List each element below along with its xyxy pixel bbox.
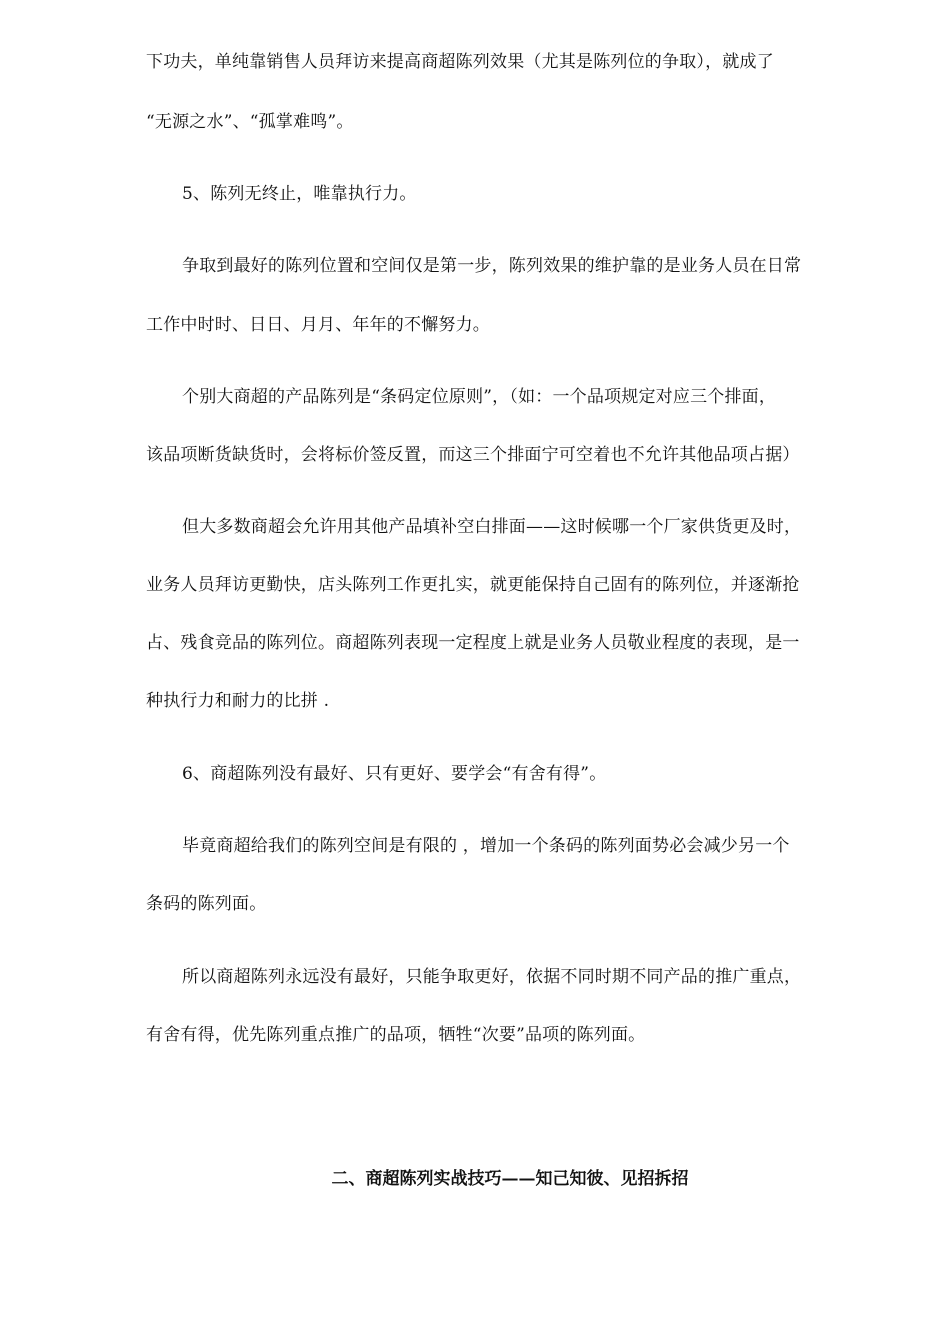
paragraph-line: 种执行力和耐力的比拼 . (146, 691, 330, 711)
paragraph-line: 业务人员拜访更勤快，店头陈列工作更扎实，就更能保持自己固有的陈列位，并逐渐抢 (146, 575, 800, 595)
paragraph-line: 所以商超陈列永远没有最好，只能争取更好，依据不同时期不同产品的推广重点， (182, 967, 802, 987)
paragraph-line: 条码的陈列面。 (146, 894, 267, 914)
paragraph-line: 毕竟商超给我们的陈列空间是有限的 ，增加一个条码的陈列面势必会减少另一个 (182, 836, 790, 856)
paragraph-line: “无源之水”、“孤掌难鸣”。 (146, 112, 354, 132)
paragraph-line: 有舍有得，优先陈列重点推广的品项，牺牲“次要”品项的陈列面。 (146, 1025, 646, 1045)
paragraph-line: 下功夫，单纯靠销售人员拜访来提高商超陈列效果（尤其是陈列位的争取），就成了 (146, 52, 774, 72)
paragraph-line: 该品项断货缺货时，会将标价签反置，而这三个排面宁可空着也不允许其他品项占据） (146, 445, 800, 465)
paragraph-line: 但大多数商超会允许用其他产品填补空白排面——这时候哪一个厂家供货更及时， (182, 517, 802, 537)
paragraph-line: 争取到最好的陈列位置和空间仅是第一步，陈列效果的维护靠的是业务人员在日常 (182, 256, 802, 276)
paragraph-line: 工作中时时、日日、月月、年年的不懈努力。 (146, 315, 490, 335)
subheading-6: 6、商超陈列没有最好、只有更好、要学会“有舍有得”。 (182, 764, 607, 784)
section-heading: 二、商超陈列实战技巧——知己知彼、见招拆招 (331, 1169, 689, 1189)
subheading-5: 5、陈列无终止，唯靠执行力。 (182, 184, 417, 204)
paragraph-line: 占、残食竞品的陈列位。商超陈列表现一定程度上就是业务人员敬业程度的表现，是一 (146, 633, 800, 653)
paragraph-line: 个别大商超的产品陈列是“条码定位原则”，（如：一个品项规定对应三个排面， (182, 387, 777, 407)
